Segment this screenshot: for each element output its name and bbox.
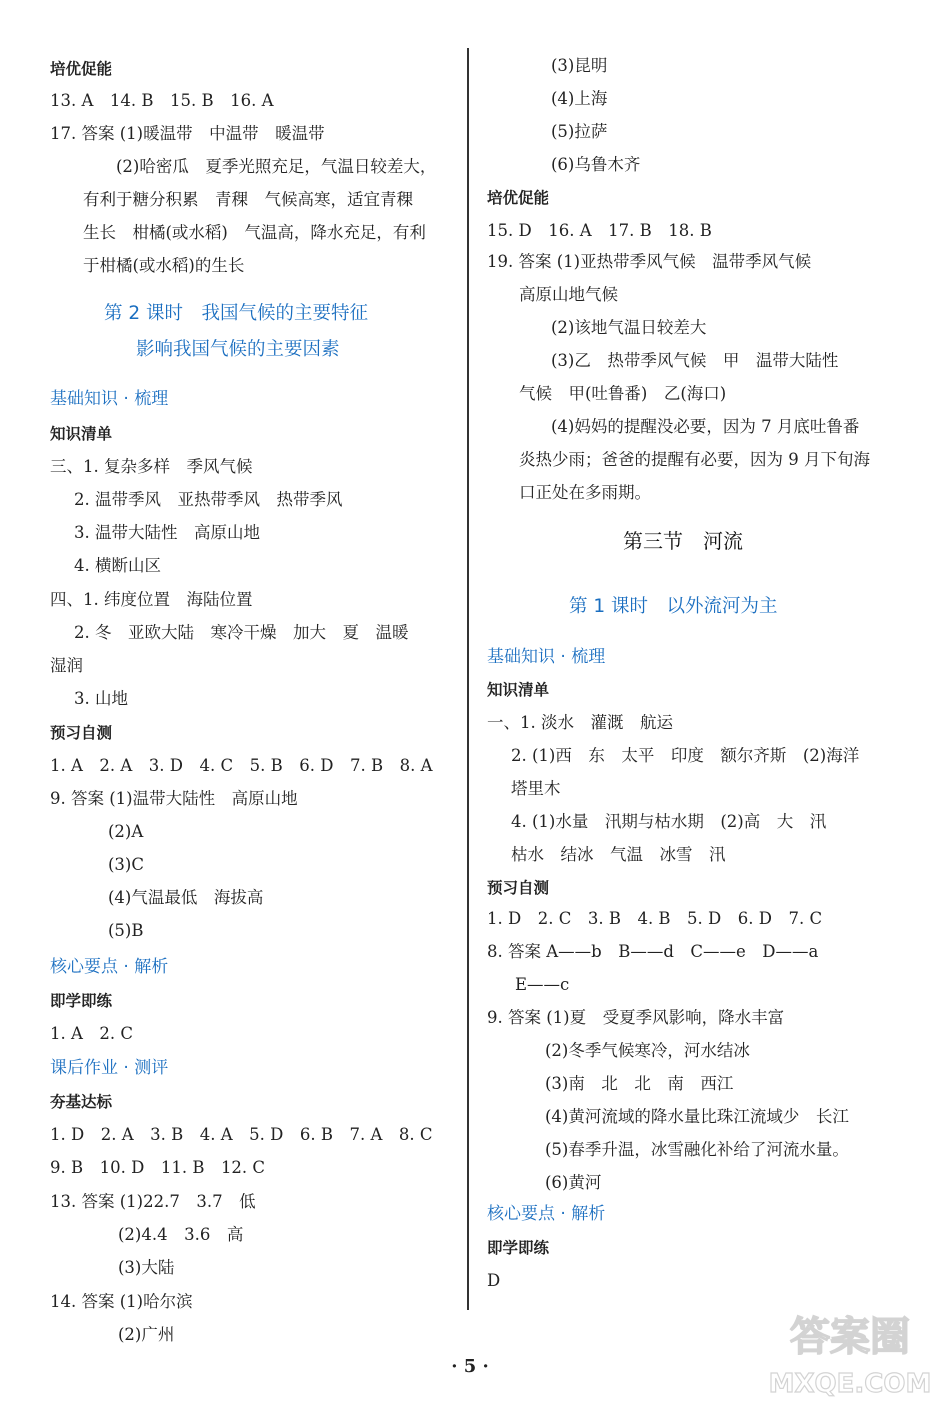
answer-line: 湿润 <box>50 656 83 675</box>
page-number: · 5 · <box>451 1356 489 1377</box>
answer-line: 口正处在多雨期。 <box>519 483 651 502</box>
answer-line: D <box>487 1271 501 1290</box>
answer-line: (3)乙 热带季风气候 甲 温带大陆性 <box>551 351 839 370</box>
answer-line: 枯水 结冰 气温 冰雪 汛 <box>511 845 726 864</box>
subsection-heading: 预习自测 <box>487 879 550 897</box>
answer-line: 生长 柑橘(或水稻) 气温高，降水充足，有利 <box>83 223 426 242</box>
answer-line: 9. 答案 (1)温带大陆性 高原山地 <box>50 789 298 808</box>
answer-line: 8. 答案 A——b B——d C——e D——a <box>487 942 819 961</box>
answer-line: 2. 温带季风 亚热带季风 热带季风 <box>74 490 343 509</box>
subsection-heading: 即学即练 <box>487 1239 550 1257</box>
answer-line: 14. 答案 (1)哈尔滨 <box>50 1292 193 1311</box>
section-title: 第 2 课时 我国气候的主要特征 <box>104 303 369 324</box>
answer-line: 于柑橘(或水稻)的生长 <box>83 256 245 275</box>
answer-line: (2)哈密瓜 夏季光照充足，气温日较差大， <box>116 157 437 176</box>
answer-line: (4)上海 <box>551 89 608 108</box>
answer-line: (3)大陆 <box>118 1258 175 1277</box>
answer-line: (5)拉萨 <box>551 122 608 141</box>
answer-line: 2. (1)西 东 太平 印度 额尔齐斯 (2)海洋 <box>511 746 860 765</box>
answer-line: 气候 甲(吐鲁番) 乙(海口) <box>519 384 727 403</box>
answer-line: 4. 横断山区 <box>74 556 161 575</box>
svg-text:答案圈: 答案圈 <box>790 1314 910 1360</box>
answer-line: 9. 答案 (1)夏 受夏季风影响，降水丰富 <box>487 1008 785 1027</box>
answer-line: (5)B <box>108 921 144 940</box>
answer-line: 17. 答案 (1)暖温带 中温带 暖温带 <box>50 124 325 143</box>
answer-line: (6)黄河 <box>545 1173 602 1192</box>
answer-line: 3. 山地 <box>74 689 128 708</box>
section-header: 课后作业 · 测评 <box>50 1058 169 1078</box>
answer-line: 1. A 2. A 3. D 4. C 5. B 6. D 7. B 8. A <box>50 756 433 775</box>
answer-line: (3)南 北 北 南 西江 <box>545 1074 734 1093</box>
answer-line: 1. A 2. C <box>50 1024 134 1043</box>
answer-line: 一、1. 淡水 灌溉 航运 <box>487 713 673 732</box>
answer-line: 13. 答案 (1)22.7 3.7 低 <box>50 1192 256 1211</box>
answer-line: (2)A <box>108 822 144 841</box>
answer-line: 塔里木 <box>511 779 561 798</box>
section-title: 第 1 课时 以外流河为主 <box>569 596 778 617</box>
answer-line: (6)乌鲁木齐 <box>551 155 641 174</box>
answer-line: (4)黄河流域的降水量比珠江流域少 长江 <box>545 1107 849 1126</box>
answer-line: (2)广州 <box>118 1325 175 1344</box>
column-divider <box>467 48 469 1310</box>
section-header: 基础知识 · 梳理 <box>50 389 169 409</box>
section-header: 基础知识 · 梳理 <box>487 647 606 667</box>
answer-line: (2)该地气温日较差大 <box>551 318 707 337</box>
subsection-heading: 预习自测 <box>50 724 113 742</box>
answer-line: 三、1. 复杂多样 季风气候 <box>50 457 253 476</box>
answer-line: 4. (1)水量 汛期与枯水期 (2)高 大 汛 <box>511 812 827 831</box>
answer-line: (2)4.4 3.6 高 <box>118 1225 244 1244</box>
subsection-heading: 知识清单 <box>50 425 113 443</box>
answer-line: (3)昆明 <box>551 56 608 75</box>
subsection-heading: 即学即练 <box>50 992 113 1010</box>
answer-line: 15. D 16. A 17. B 18. B <box>487 221 712 240</box>
answer-line: 3. 温带大陆性 高原山地 <box>74 523 260 542</box>
svg-text:MXQE.COM: MXQE.COM <box>768 1369 932 1399</box>
answer-line: 炎热少雨；爸爸的提醒有必要，因为 9 月下旬海 <box>519 450 870 469</box>
answer-line: 13. A 14. B 15. B 16. A <box>50 91 274 110</box>
answer-line: 有利于糖分积累 青稞 气候高寒，适宜青稞 <box>83 190 413 209</box>
answer-line: 四、1. 纬度位置 海陆位置 <box>50 590 253 609</box>
answer-line: (3)C <box>108 855 144 874</box>
section-title: 第三节 河流 <box>623 529 743 553</box>
answer-line: 2. 冬 亚欧大陆 寒冷干燥 加大 夏 温暖 <box>74 623 409 642</box>
answer-line: 1. D 2. A 3. B 4. A 5. D 6. B 7. A 8. C <box>50 1125 433 1144</box>
answer-line: (2)冬季气候寒冷，河水结冰 <box>545 1041 750 1060</box>
answer-line: 高原山地气候 <box>519 285 618 304</box>
answer-line: (4)气温最低 海拔高 <box>108 888 264 907</box>
section-header: 核心要点 · 解析 <box>50 957 169 977</box>
watermark-logo <box>760 1300 940 1406</box>
section-title: 影响我国气候的主要因素 <box>136 339 340 360</box>
subsection-heading: 知识清单 <box>487 681 550 699</box>
subsection-heading: 夯基达标 <box>50 1093 113 1111</box>
section-header: 核心要点 · 解析 <box>487 1204 606 1224</box>
answer-line: (4)妈妈的提醒没必要，因为 7 月底吐鲁番 <box>551 417 860 436</box>
answer-line: (5)春季升温，冰雪融化补给了河流水量。 <box>545 1140 849 1159</box>
answer-line: 9. B 10. D 11. B 12. C <box>50 1158 266 1177</box>
answer-line: E——c <box>515 975 570 994</box>
subsection-heading: 培优促能 <box>50 60 113 78</box>
subsection-heading: 培优促能 <box>487 189 550 207</box>
answer-line: 19. 答案 (1)亚热带季风气候 温带季风气候 <box>487 252 812 271</box>
answer-line: 1. D 2. C 3. B 4. B 5. D 6. D 7. C <box>487 909 823 928</box>
